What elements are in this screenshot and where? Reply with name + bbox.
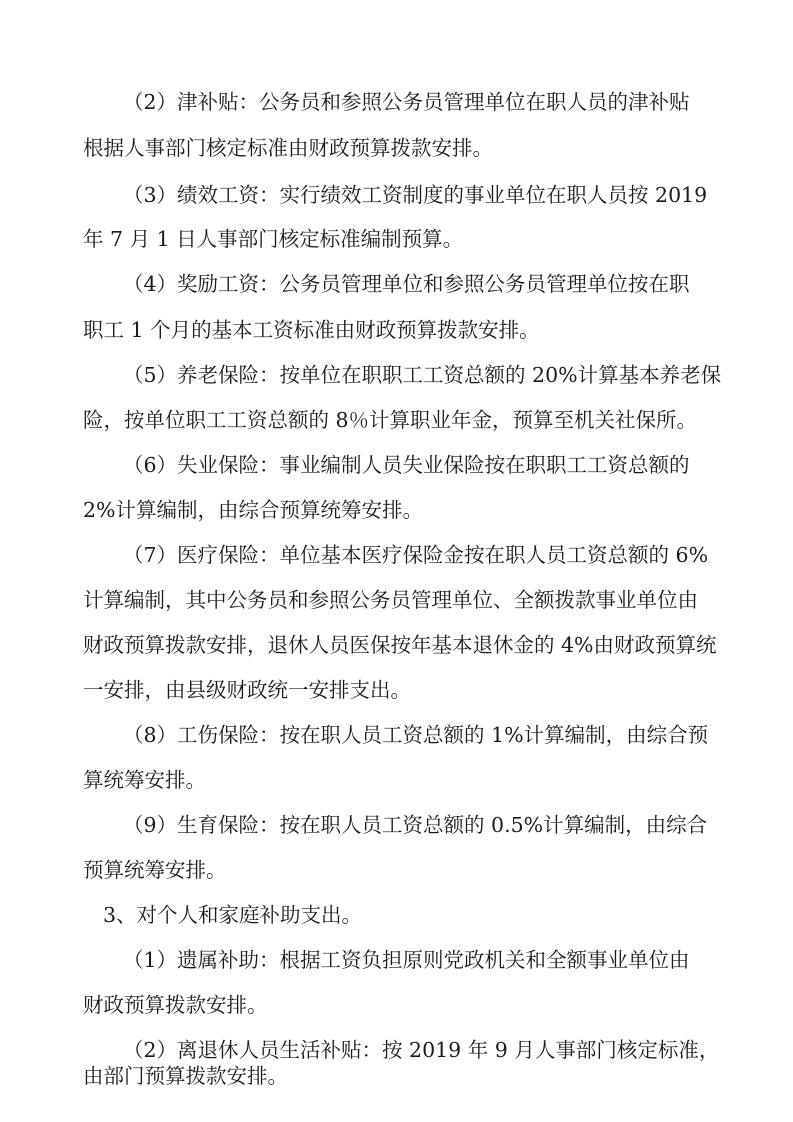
para-bonus-line-1: （4）奖励工资：公务员管理单位和参照公务员管理单位按在职: [123, 272, 690, 296]
para-medical-line-1: （7）医疗保险：单位基本医疗保险金按在职人员工资总额的 6%: [123, 543, 709, 567]
para-pension-line-1: （5）养老保险：按单位在职职工工资总额的 20%计算基本养老保: [123, 363, 722, 387]
para-pension-line-2: 险，按单位职工工资总额的 8％计算职业年金，预算至机关社保所。: [83, 408, 698, 432]
para-medical-line-3: 财政预算拨款安排，退休人员医保按年基本退休金的 4%由财政预算统: [83, 633, 717, 657]
para-maternity-line-1: （9）生育保险：按在职人员工资总额的 0.5%计算编制，由综合: [123, 813, 708, 837]
para-unemployment-line-2: 2%计算编制，由综合预算统筹安排。: [83, 498, 424, 522]
para-performance-pay-line-2: 年 7 月 1 日人事部门核定标准编制预算。: [83, 227, 464, 251]
para-work-injury-line-2: 算统筹安排。: [83, 768, 206, 792]
para-medical-line-2: 计算编制，其中公务员和参照公务员管理单位、全额拨款事业单位由: [83, 588, 698, 612]
para-allowance-line-2: 根据人事部门核定标准由财政预算拨款安排。: [83, 136, 493, 160]
para-allowance-line-1: （2）津补贴：公务员和参照公务员管理单位在职人员的津补贴: [123, 90, 690, 114]
para-work-injury-line-1: （8）工伤保险：按在职人员工资总额的 1%计算编制，由综合预: [123, 723, 709, 747]
para-survivor-subsidy-line-1: （1）遗属补助：根据工资负担原则党政机关和全额事业单位由: [123, 948, 690, 972]
para-performance-pay-line-1: （3）绩效工资：实行绩效工资制度的事业单位在职人员按 2019: [123, 183, 708, 207]
para-retiree-subsidy-line-2: 由部门预算拨款安排。: [83, 1064, 288, 1088]
para-retiree-subsidy-line-1: （2）离退休人员生活补贴：按 2019 年 9 月人事部门核定标准，: [123, 1038, 720, 1062]
para-maternity-line-2: 预算统筹安排。: [83, 858, 227, 882]
para-medical-line-4: 一安排，由县级财政统一安排支出。: [83, 678, 411, 702]
section-3-heading: 3、对个人和家庭补助支出。: [103, 903, 363, 927]
para-survivor-subsidy-line-2: 财政预算拨款安排。: [83, 993, 268, 1017]
para-unemployment-line-1: （6）失业保险：事业编制人员失业保险按在职职工工资总额的: [123, 453, 690, 477]
para-bonus-line-2: 职工 1 个月的基本工资标准由财政预算拨款安排。: [83, 318, 540, 342]
